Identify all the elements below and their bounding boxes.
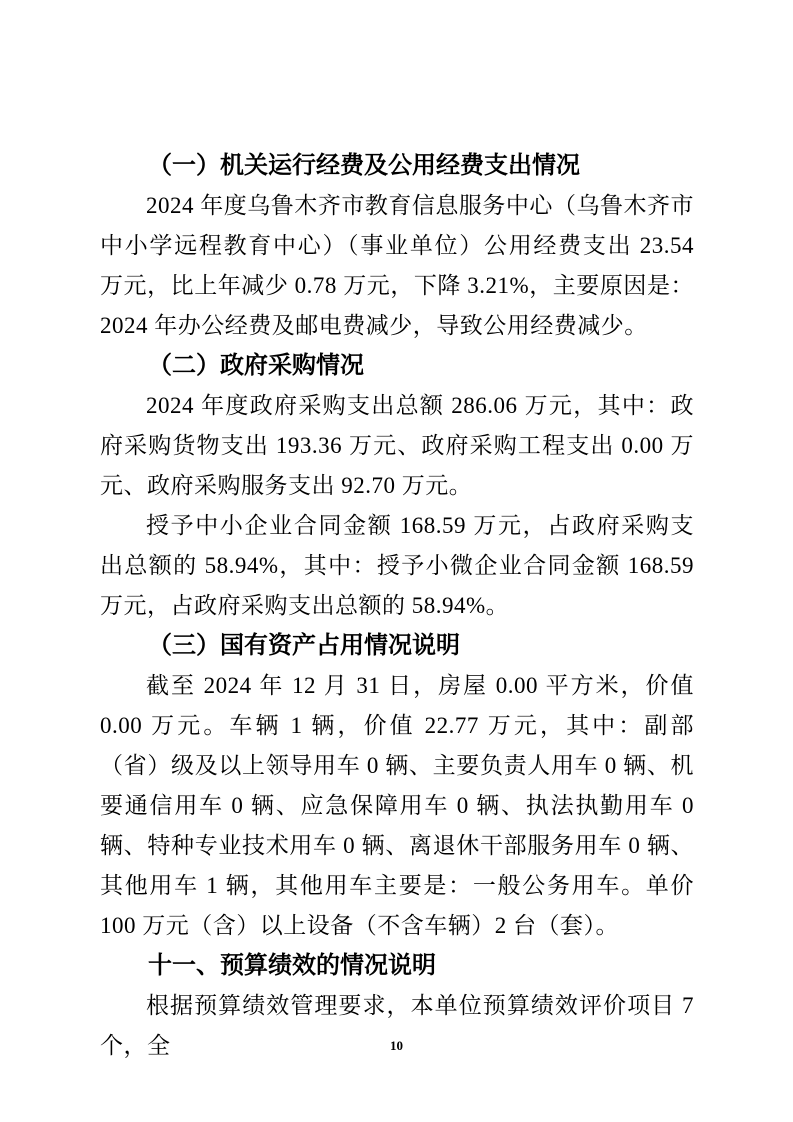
paragraph-public-expense-detail: 2024 年度乌鲁木齐市教育信息服务中心（乌鲁木齐市中小学远程教育中心）（事业单位）公用经费支出 23.54 万元，比上年减少 0.78 万元，下降 3.21%，主要原因是：2024 年办公经费及邮电费减少，导致公用经费减少。 [100,193,694,338]
section-heading-agency-operating-expense: （一）机关运行经费及公用经费支出情况 [148,153,580,179]
paragraph-sme-contracts: 授予中小企业合同金额 168.59 万元，占政府采购支出总额的 58.94%，其中：授予小微企业合同金额 168.59 万元，占政府采购支出总额的 58.94%。 [100,513,694,618]
paragraph-procurement-total: 2024 年度政府采购支出总额 286.06 万元，其中：政府采购货物支出 193.36 万元、政府采购工程支出 0.00 万元、政府采购服务支出 92.70 万元。 [100,393,694,498]
section-heading-state-assets: （三）国有资产占用情况说明 [148,633,460,659]
paragraph-state-assets-detail: 截至 2024 年 12 月 31 日，房屋 0.00 平方米，价值 0.00 万元。车辆 1 辆，价值 22.77 万元，其中：副部（省）级及以上领导用车 0 辆、主要负责人用车 0 辆、机要通信用车 0 辆、应急保障用车 0 辆、执法执勤用车 0 辆、特种专业技术用车 0 辆、离退休干部服务用车 0 辆、其他用车 1 辆，其他用车主要是：一般公务用车。单价 100 万元（含）以上设备（不含车辆）2 台（套）。 [100,673,694,938]
document-content [100,146,694,1066]
section-heading-budget-performance: 十一、预算绩效的情况说明 [148,952,436,979]
paragraph-budget-performance-intro: 根据预算绩效管理要求，本单位预算绩效评价项目 7 个，全 [100,993,694,1058]
page-number: 10 [390,1038,403,1053]
section-heading-government-procurement: （二）政府采购情况 [148,353,364,379]
